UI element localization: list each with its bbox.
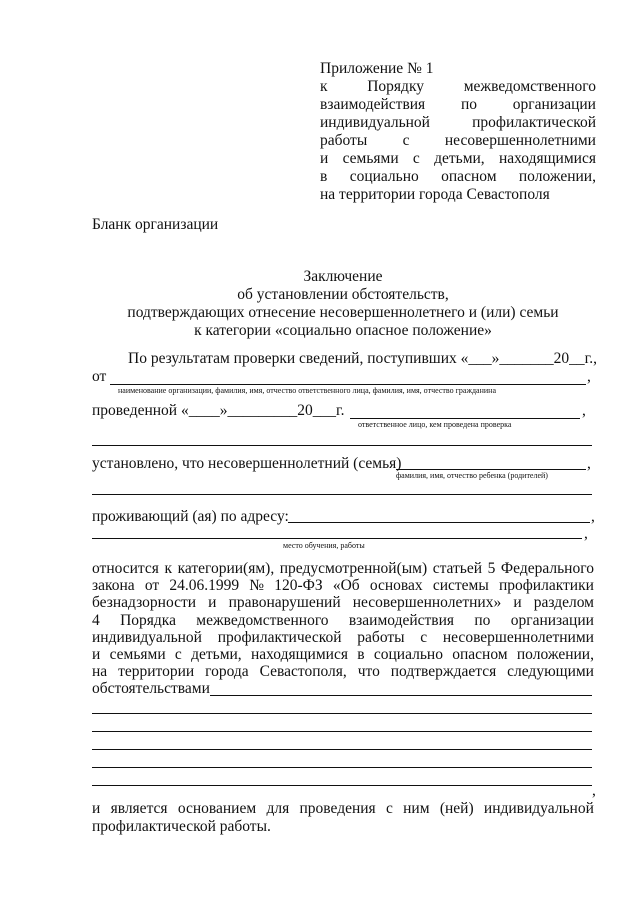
word: детьми,: [434, 150, 485, 167]
study-line-end: ,: [584, 525, 588, 542]
word: закона: [92, 577, 135, 595]
word: работы: [320, 132, 368, 149]
established-caption: фамилия, имя, отчество ребенка (родителей): [396, 471, 548, 480]
word: положении,: [518, 168, 596, 185]
word: социально: [373, 646, 443, 663]
established-fill-line-2[interactable]: [92, 494, 592, 495]
word: основах: [369, 577, 423, 595]
conducted-text: проведенной «____»_________20___г.: [92, 402, 345, 419]
paragraph-line: [92, 646, 594, 664]
word: статьей: [432, 560, 483, 577]
study-caption: место обучения, работы: [283, 541, 365, 550]
word: по: [460, 96, 477, 113]
appendix-line: [320, 114, 596, 132]
circumstances-line-6[interactable]: [92, 785, 592, 786]
word: Севастополя,: [259, 663, 347, 681]
word: профилактической: [217, 628, 342, 646]
conducted-caption: ответственное лицо, кем проведена проверка: [358, 420, 512, 429]
word: с: [402, 132, 410, 149]
word: несовершеннолетними: [442, 628, 594, 646]
word: организации: [512, 96, 596, 113]
word: «Об: [332, 577, 360, 595]
word: 5: [487, 560, 496, 577]
paragraph-line: [92, 663, 594, 681]
word: с: [420, 628, 428, 646]
paragraph-line: [92, 612, 594, 630]
word: с: [385, 800, 393, 817]
word: к: [320, 78, 328, 95]
final-line-words: [92, 800, 594, 818]
word: и: [320, 150, 329, 167]
word: межведомственного: [196, 611, 329, 629]
word: города: [205, 663, 249, 681]
word: территории: [118, 663, 195, 681]
word: от: [144, 577, 160, 595]
conducted-fill-line[interactable]: [350, 418, 580, 419]
paragraph-line: [92, 577, 594, 595]
word: находящимися: [498, 150, 596, 167]
word: подтверждается: [390, 663, 497, 681]
word: Порядка: [120, 611, 176, 629]
established-text: установлено, что несовершеннолетний (семья): [92, 455, 402, 472]
paragraph-line: [92, 629, 594, 647]
word: и: [92, 646, 101, 663]
word: Федерального: [500, 560, 594, 577]
word: (ней): [439, 800, 474, 817]
appendix-line: [320, 96, 596, 114]
word: следующими: [507, 663, 594, 681]
word: несовершеннолетних»: [352, 594, 502, 612]
intro-text: По результатам проверки сведений, поступивших «___»_______20__г.,: [128, 350, 597, 367]
word: и: [208, 594, 217, 612]
word: на территории города Севастополя: [320, 186, 550, 203]
word: категории(ям),: [177, 560, 275, 577]
word: разделом: [533, 594, 594, 612]
paragraph-line: [92, 560, 594, 578]
address-fill-line[interactable]: [288, 522, 590, 523]
appendix-line: [320, 168, 596, 186]
word: и: [92, 800, 101, 817]
appendix-line: [320, 150, 596, 168]
from-label: от: [92, 368, 107, 385]
conducted-fill-line-2[interactable]: [92, 445, 592, 446]
word: социально: [349, 168, 419, 185]
word: положении,: [516, 646, 594, 663]
word: взаимодействия: [348, 611, 455, 629]
appendix-line: [320, 186, 550, 204]
conclusion-subtitle-3: к категории «социально опасное положение»: [194, 322, 492, 339]
conducted-line-end: ,: [582, 402, 586, 419]
word: правонарушений: [228, 594, 341, 612]
circumstances-label: обстоятельствами: [92, 680, 210, 697]
word: №: [249, 577, 265, 595]
word: межведомственного: [463, 78, 596, 95]
word: с: [412, 150, 420, 167]
conclusion-title: Заключение: [303, 268, 383, 285]
conclusion-subtitle-2: подтверждающих отнесение несовершеннолетнего и (или) семьи: [127, 304, 559, 321]
established-fill-line[interactable]: [396, 469, 586, 470]
word: взаимодействия: [320, 96, 426, 113]
from-line-end: ,: [587, 368, 591, 385]
word: индивидуальной: [483, 800, 594, 817]
conclusion-subtitle-1: об установлении обстоятельств,: [237, 286, 449, 303]
word: относится: [92, 560, 159, 577]
word: безнадзорности: [92, 594, 197, 612]
final-statement-line-2: профилактической работы.: [92, 818, 271, 835]
word: несовершеннолетними: [444, 132, 596, 149]
circumstances-line-5[interactable]: [92, 767, 592, 768]
paragraph-line: [92, 594, 594, 612]
word: организации: [510, 611, 594, 629]
word: работы: [357, 628, 405, 646]
circumstances-line-3[interactable]: [92, 731, 592, 732]
word: индивидуальной: [320, 114, 430, 131]
word: Порядку: [367, 78, 425, 95]
organization-blank-label: Бланк организации: [92, 216, 219, 233]
word: для: [266, 800, 290, 817]
word: индивидуальной: [92, 628, 202, 646]
circumstances-fill-line[interactable]: [210, 695, 592, 696]
from-fill-line[interactable]: [110, 384, 586, 385]
word: 120-ФЗ: [274, 577, 323, 595]
word: в: [320, 168, 328, 185]
word: профилактической: [472, 114, 596, 131]
word: системы: [432, 577, 489, 595]
word: 4: [92, 611, 100, 629]
word: проведения: [299, 800, 376, 817]
word: находящимися: [250, 646, 348, 663]
appendix-line: [320, 78, 596, 96]
word: с: [174, 646, 182, 663]
word: ним: [403, 800, 430, 817]
appendix-title: Приложение № 1: [320, 60, 434, 77]
word: в: [357, 646, 365, 663]
word: семьями: [342, 150, 399, 167]
circumstances-line-end: ,: [592, 782, 596, 799]
word: на: [92, 663, 108, 681]
residing-line-end: ,: [591, 508, 595, 525]
word: опасном: [452, 646, 508, 663]
word: по: [474, 611, 491, 629]
word: является: [110, 800, 168, 817]
word: что: [357, 663, 380, 681]
from-caption: наименование организации, фамилия, имя, отчество ответственного лица, фамилия, имя, отчество гражданина: [118, 386, 496, 395]
word: опасном: [441, 168, 497, 185]
word: детьми,: [191, 646, 242, 663]
established-line-end: ,: [587, 455, 591, 472]
word: и: [513, 594, 522, 612]
circumstances-line-2[interactable]: [92, 713, 592, 714]
circumstances-line-4[interactable]: [92, 749, 592, 750]
study-fill-line[interactable]: [92, 538, 582, 539]
appendix-line: [320, 132, 596, 150]
word: основанием: [177, 800, 257, 817]
word: профилактики: [498, 577, 594, 595]
residing-text: проживающий (ая) по адресу:: [92, 508, 289, 525]
word: предусмотренной(ым): [279, 560, 428, 577]
word: семьями: [109, 646, 166, 663]
word: к: [164, 560, 172, 577]
word: 24.06.1999: [169, 577, 240, 595]
